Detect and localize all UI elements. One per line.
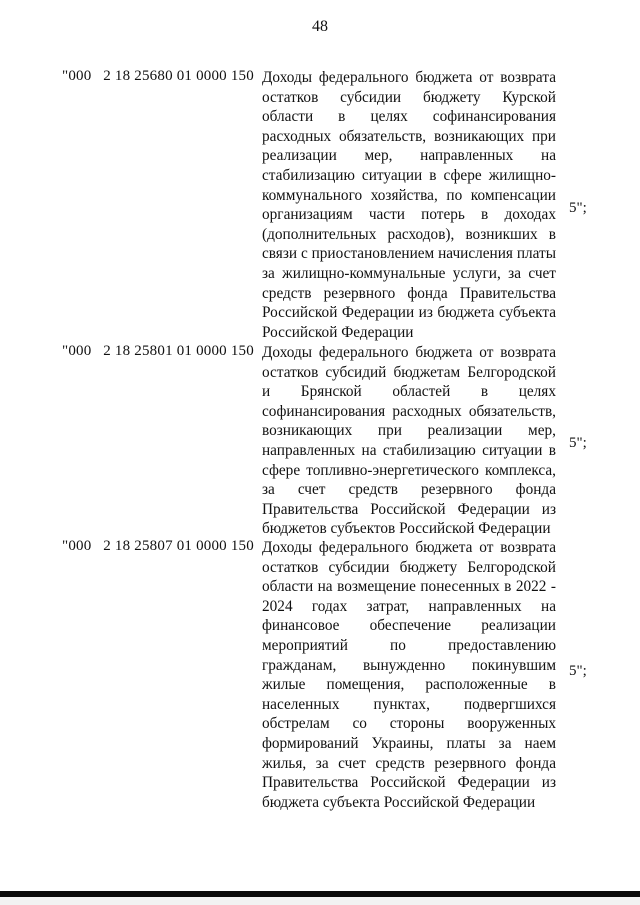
page-number: 48: [312, 18, 328, 35]
entry-suffix: 5";: [569, 200, 587, 216]
entry-suffix: 5";: [569, 435, 587, 451]
entry-code: "000 2 18 25807 01 0000 150: [62, 538, 254, 554]
scan-edge-shadow: [0, 897, 640, 905]
entry-description: Доходы федерального бюджета от возврата остатков субсидий бюджетам Белгородской и Брянской областей в целях софинансирования расходных обязательств, возникающих при реализации мер, направленных на стабилизацию ситуации в сфере топливно-энергетического комплекса, за счет средств резервного фонда Правительства Российской Федерации из бюджетов субъектов Российской Федерации: [262, 344, 556, 538]
entry-description: Доходы федерального бюджета от возврата остатков субсидии бюджету Курской области в целях софинансирования расходных обязательств, возникающих при реализации мер, направленных на стабилизацию ситуации в сфере жилищно-коммунального хозяйства, по компенсации организациям части потерь в доходах (дополнительных расходов), возникших в связи с приостановлением начисления платы за жилищно-коммунальные услуги, за счет средств резервного фонда Правительства Российской Федерации из бюджета субъекта Российской Федерации: [262, 69, 556, 341]
entry-suffix: 5";: [569, 663, 587, 679]
entry-code: "000 2 18 25680 01 0000 150: [62, 68, 254, 84]
entry-description: Доходы федерального бюджета от возврата остатков субсидии бюджету Белгородской области на возмещение понесенных в 2022 - 2024 годах затрат, направленных на финансовое обеспечение реализации мероприятий по предоставлению гражданам, вынужденно покинувшим жилые помещения, расположенные в населенных пунктах, подвергшихся обстрелам со стороны вооруженных формирований Украины, платы за наем жилья, за счет средств резервного фонда Правительства Российской Федерации из бюджета субъекта Российской Федерации: [262, 539, 556, 811]
entry-code: "000 2 18 25801 01 0000 150: [62, 343, 254, 359]
